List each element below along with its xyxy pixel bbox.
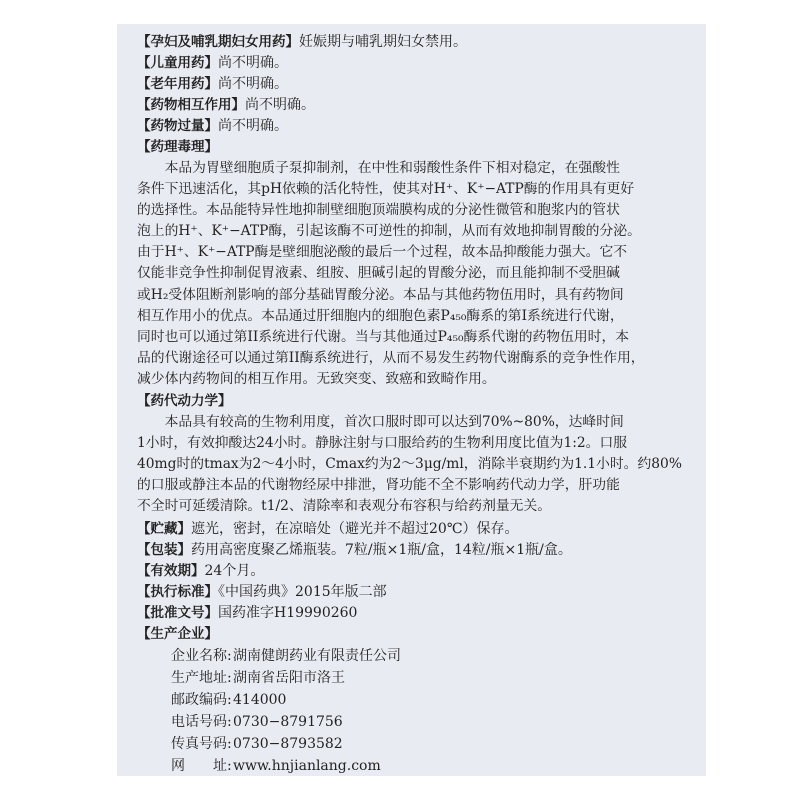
paragraph-line: 40mg时的tmax为2～4小时，Cmax约为2～3μg/ml，消除半衰期约为1.1小时。约80% — [137, 456, 682, 473]
section-title: 【儿童用药】 — [137, 55, 218, 71]
entry-key: 邮政编码: — [171, 691, 232, 708]
manufacturer-entry-name — [137, 645, 692, 667]
paragraph-line: 的口服或静注本品的代谢物经尿中排泄，肾功能不全不影响药代动力学，肝功能 — [137, 477, 620, 494]
section-title: 【药代动力学】 — [137, 393, 232, 410]
paragraph-line: 同时也可以通过第II系统进行代谢。当与其他通过P₄₅₀酶系代谢的药物伍用时，本 — [137, 328, 630, 345]
section-elderly — [137, 74, 692, 95]
paragraph-line: 或H₂受体阻断剂影响的部分基础胃酸分泌。本品与其他药物伍用时，具有药物间 — [137, 286, 624, 303]
pharmacokinetics-body — [137, 412, 692, 517]
paragraph-line: 不全时可延缓清除。t1/2、清除率和表观分布容积与给药剂量无关。 — [137, 498, 552, 515]
section-title: 【药理毒理】 — [137, 139, 218, 155]
manufacturer-entry-address — [137, 667, 692, 689]
section-text: 24个月。 — [204, 562, 265, 579]
section-text: 尚不明确。 — [218, 118, 288, 134]
section-pharmacology-heading — [137, 137, 692, 158]
manufacturer-entries — [137, 645, 692, 777]
entry-value: 414000 — [233, 691, 287, 708]
entry-value: 湖南健朗药业有限责任公司 — [233, 647, 401, 664]
section-standard — [137, 582, 692, 603]
entry-value: 0730−8791756 — [233, 713, 343, 730]
entry-key: 传真号码: — [171, 735, 232, 752]
package-insert-page — [117, 24, 706, 776]
section-interactions — [137, 95, 692, 116]
section-pharmacokinetics-heading — [137, 391, 692, 412]
section-storage — [137, 519, 692, 540]
paragraph-line: 减少体内药物间的相互作用。无致突变、致癌和致畸作用。 — [137, 370, 496, 387]
section-title: 【有效期】 — [137, 562, 205, 579]
section-title: 【老年用药】 — [137, 76, 218, 92]
entry-key: 企业名称: — [171, 647, 232, 664]
section-title: 【批准文号】 — [137, 604, 218, 621]
paragraph-line: 的选择性。本品能特异性地抑制壁细胞顶端膜构成的分泌性微管和胞浆内的管状 — [137, 202, 620, 219]
paragraph-line: 相互作用小的优点。本品通过肝细胞内的细胞色素P₄₅₀酶系的第I系统进行代谢， — [137, 307, 624, 324]
section-text: 妊娠期与哺乳期妇女禁用。 — [299, 34, 467, 50]
section-text: 尚不明确。 — [218, 76, 288, 92]
manufacturer-entry-postcode — [137, 689, 692, 711]
paragraph-line: 品的代谢途径可以通过第II酶系统进行，从而不易发生药物代谢酶系的竞争性作用， — [137, 349, 645, 366]
paragraph-line: 本品为胃壁细胞质子泵抑制剂，在中性和弱酸性条件下相对稳定，在强酸性 — [164, 160, 620, 176]
paragraph-line: 条件下迅速活化，其pH依赖的活化特性，使其对H⁺、K⁺−ATP酶的作用具有更好 — [137, 181, 635, 198]
section-title: 【执行标准】 — [137, 583, 218, 600]
section-children — [137, 53, 692, 74]
section-pregnancy — [137, 32, 692, 53]
section-title: 【包装】 — [137, 541, 191, 558]
section-text: 尚不明确。 — [245, 97, 315, 113]
paragraph-line: 泡上的H⁺、K⁺−ATP酶，引起该酶不可逆性的抑制，从而有效地抑制胃酸的分泌。 — [137, 223, 641, 240]
entry-key: 网 址: — [171, 757, 232, 774]
section-title: 【贮藏】 — [137, 520, 191, 537]
section-title: 【生产企业】 — [137, 625, 218, 642]
section-text: 国药准字H19990260 — [218, 604, 358, 621]
section-title: 【药物相互作用】 — [137, 97, 245, 113]
section-title: 【药物过量】 — [137, 118, 218, 134]
entry-value: www.hnjianlang.com — [233, 757, 381, 774]
section-approval — [137, 603, 692, 624]
paragraph-line: 由于H⁺、K⁺−ATP酶是壁细胞泌酸的最后一个过程，故本品抑酸能力强大。它不 — [137, 244, 628, 261]
section-text: 药用高密度聚乙烯瓶装。7粒/瓶×1瓶/盒，14粒/瓶×1瓶/盒。 — [191, 541, 572, 558]
section-package — [137, 540, 692, 561]
paragraph-line: 1小时，有效抑酸达24小时。静脉注射与口服给药的生物利用度比值为1:2。口服 — [137, 435, 628, 452]
section-overdose — [137, 116, 692, 137]
manufacturer-entry-phone — [137, 711, 692, 733]
section-text: 遮光，密封，在凉暗处（避光并不超过20℃）保存。 — [191, 520, 519, 537]
section-text: 《中国药典》2015年版二部 — [218, 583, 387, 600]
section-manufacturer-heading — [137, 624, 692, 645]
entry-key: 电话号码: — [171, 713, 232, 730]
paragraph-line: 仅能非竞争性抑制促胃液素、组胺、胆碱引起的胃酸分泌，而且能抑制不受胆碱 — [137, 265, 620, 282]
section-validity — [137, 561, 692, 582]
paragraph-line: 本品具有较高的生物利用度，首次口服时即可以达到70%~80%，达峰时间 — [164, 414, 624, 431]
entry-value: 湖南省岳阳市洛王 — [233, 669, 345, 686]
section-text: 尚不明确。 — [218, 55, 288, 71]
section-title: 【孕妇及哺乳期妇女用药】 — [137, 34, 299, 50]
manufacturer-entry-website — [137, 755, 692, 777]
manufacturer-entry-fax — [137, 733, 692, 755]
entry-value: 0730−8793582 — [233, 735, 343, 752]
entry-key: 生产地址: — [171, 669, 232, 686]
pharmacology-body — [137, 158, 692, 390]
